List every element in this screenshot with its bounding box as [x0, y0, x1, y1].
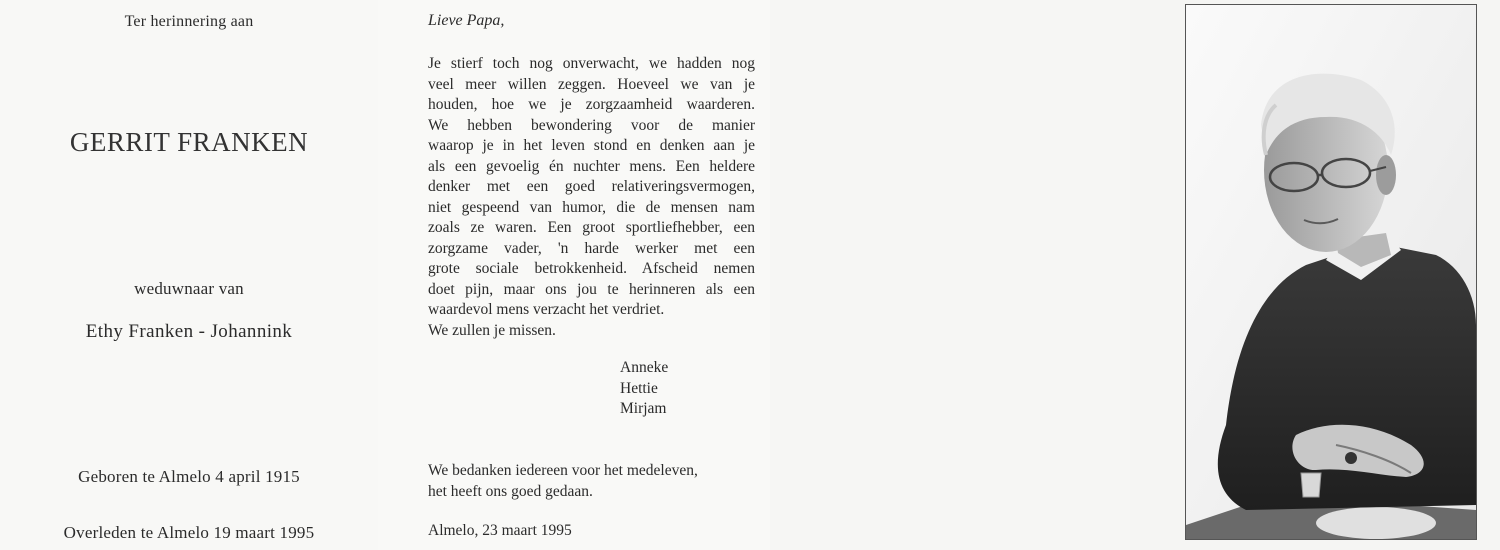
letter-line: zoals ze waren. Een groot sportliefhebber, een — [428, 219, 755, 236]
letter-line: als een gevoelig én nuchter mens. Een heldere — [428, 157, 755, 175]
letter-line: veel meer willen zeggen. Hoeveel we van je — [428, 75, 755, 93]
letter-line: We hebben bewondering voor de manier — [428, 116, 755, 134]
letter-line: Je stierf toch nog onverwacht, we hadden nog — [428, 55, 755, 72]
signer-name: Anneke — [620, 359, 669, 376]
portrait-photo-svg — [1186, 5, 1476, 539]
letter-line: grote sociale betrokkenheid. Afscheid nemen — [428, 260, 755, 277]
portrait-photo-icon — [1185, 4, 1477, 540]
deceased-name: GERRIT FRANKEN — [69, 127, 309, 157]
letter-line: denker met een goed relativeringsvermogen, — [428, 178, 755, 195]
thanks-line: We bedanken iedereen voor het medeleven, — [428, 462, 698, 479]
letter-line: zorgzame vader, 'n harde werker met een — [428, 239, 755, 257]
letter-line: waardevol mens verzacht het verdriet. — [428, 301, 665, 318]
signer-name: Hettie — [620, 379, 658, 397]
letter-salutation: Lieve Papa, — [428, 12, 505, 29]
thanks-line: het heeft ons goed gedaan. — [428, 483, 593, 500]
blank-panel — [770, 0, 1130, 550]
signer-name: Mirjam — [620, 400, 667, 417]
intro-text: Ter herinnering aan — [124, 13, 254, 30]
place-date: Almelo, 23 maart 1995 — [428, 522, 572, 539]
letter-line: We zullen je missen. — [428, 321, 556, 339]
left-panel — [0, 0, 378, 550]
thanks-text — [428, 460, 698, 502]
letter-line: doet pijn, maar ons jou te herinneren als een — [428, 280, 755, 298]
spouse-name: Ethy Franken - Johannink — [85, 321, 293, 342]
letter-panel — [378, 0, 770, 550]
signers-list — [620, 358, 668, 420]
relation-text: weduwnaar van — [134, 279, 244, 298]
death-info: Overleden te Almelo 19 maart 1995 — [63, 523, 315, 542]
letter-line: waarop je in het leven stond en denken aan je — [428, 137, 755, 154]
letter-body — [428, 54, 755, 341]
letter-line: houden, hoe we je zorgzaamheid waarderen. — [428, 96, 755, 113]
letter-line: niet gespeend van humor, die de mensen nam — [428, 198, 755, 216]
birth-info: Geboren te Almelo 4 april 1915 — [78, 467, 300, 486]
